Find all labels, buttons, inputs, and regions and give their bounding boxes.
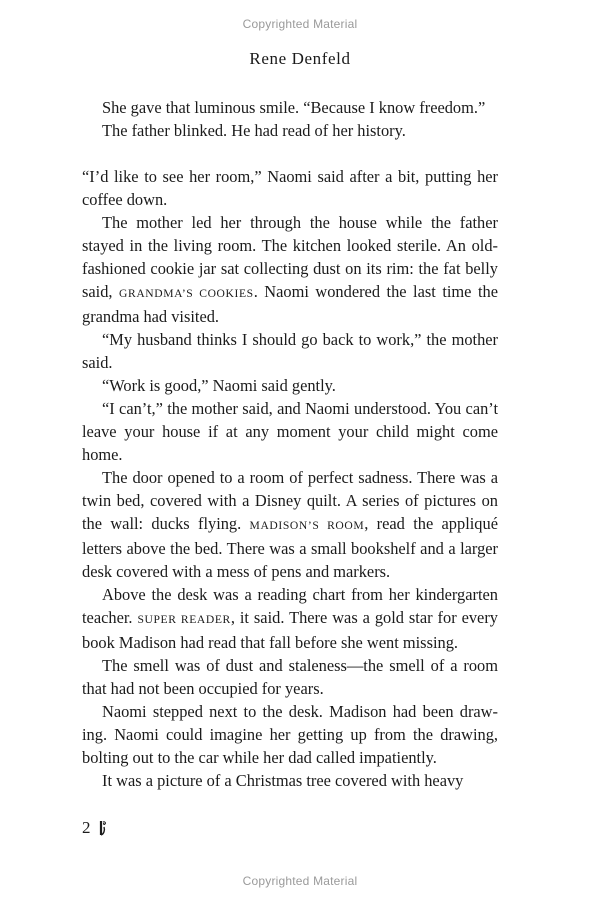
text-run: . Naomi wondered the last time the grandma had visited. (82, 282, 498, 326)
text-run: “Work is good,” Naomi said gently. (102, 376, 336, 395)
text-run: Above the desk was a reading chart from her kindergarten teacher. (82, 585, 498, 627)
flourish-ornament-icon (97, 819, 115, 837)
paragraph (82, 211, 498, 328)
text-run: The mother led her through the house while the father stayed in the living room. The kitchen looked sterile. An old-fashioned cookie jar sat collecting dust on its rim: the fat belly said, (82, 213, 498, 301)
body-text (82, 96, 498, 792)
paragraph (82, 374, 498, 397)
text-run: The smell was of dust and staleness—the smell of a room that had not been occupied for years. (82, 656, 498, 698)
small-caps-phrase: SUPER READER (137, 613, 231, 626)
paragraph (82, 328, 498, 374)
text-run: “I can’t,” the mother said, and Naomi understood. You can’t leave your house if at any moment your child might come home. (82, 399, 498, 464)
text-run: , it said. There was a gold star for every book Madison had read that fall before she went missing. (82, 608, 498, 652)
small-caps-phrase: GRANDMA’S COOKIES (119, 287, 254, 300)
paragraph (82, 583, 498, 654)
page-footer (82, 818, 115, 838)
running-head-author: Rene Denfeld (249, 49, 351, 68)
page-number: 2 (82, 818, 91, 837)
paragraph (82, 397, 498, 466)
copyright-watermark-bottom: Copyrighted Material (242, 874, 358, 888)
small-caps-phrase: MADISON’S ROOM (249, 519, 365, 532)
paragraph (82, 700, 498, 769)
text-run: The door opened to a room of perfect sadness. There was a twin bed, covered with a Disney quilt. A series of pictures on the wall: ducks flying. (82, 468, 498, 533)
paragraph (82, 165, 498, 211)
copyright-watermark-top: Copyrighted Material (242, 17, 358, 31)
paragraph (82, 119, 498, 142)
paragraph (82, 96, 498, 119)
text-run: “My husband thinks I should go back to work,” the mother said. (82, 330, 498, 372)
text-run: Naomi stepped next to the desk. Madison had been drawing. Naomi could imagine her getting up from the drawing, bolting out to the car while her dad called impatiently. (82, 702, 498, 767)
paragraph (82, 466, 498, 583)
text-run: The father blinked. He had read of her history. (102, 121, 406, 140)
text-run: , read the appliqué letters above the bed. There was a small bookshelf and a larger desk covered with a mess of pens and markers. (82, 514, 498, 581)
paragraph (82, 769, 498, 792)
text-run: It was a picture of a Christmas tree covered with heavy (102, 771, 464, 790)
text-run: She gave that luminous smile. “Because I know freedom.” (102, 98, 486, 117)
text-run: “I’d like to see her room,” Naomi said after a bit, putting her coffee down. (82, 167, 498, 209)
paragraph (82, 654, 498, 700)
